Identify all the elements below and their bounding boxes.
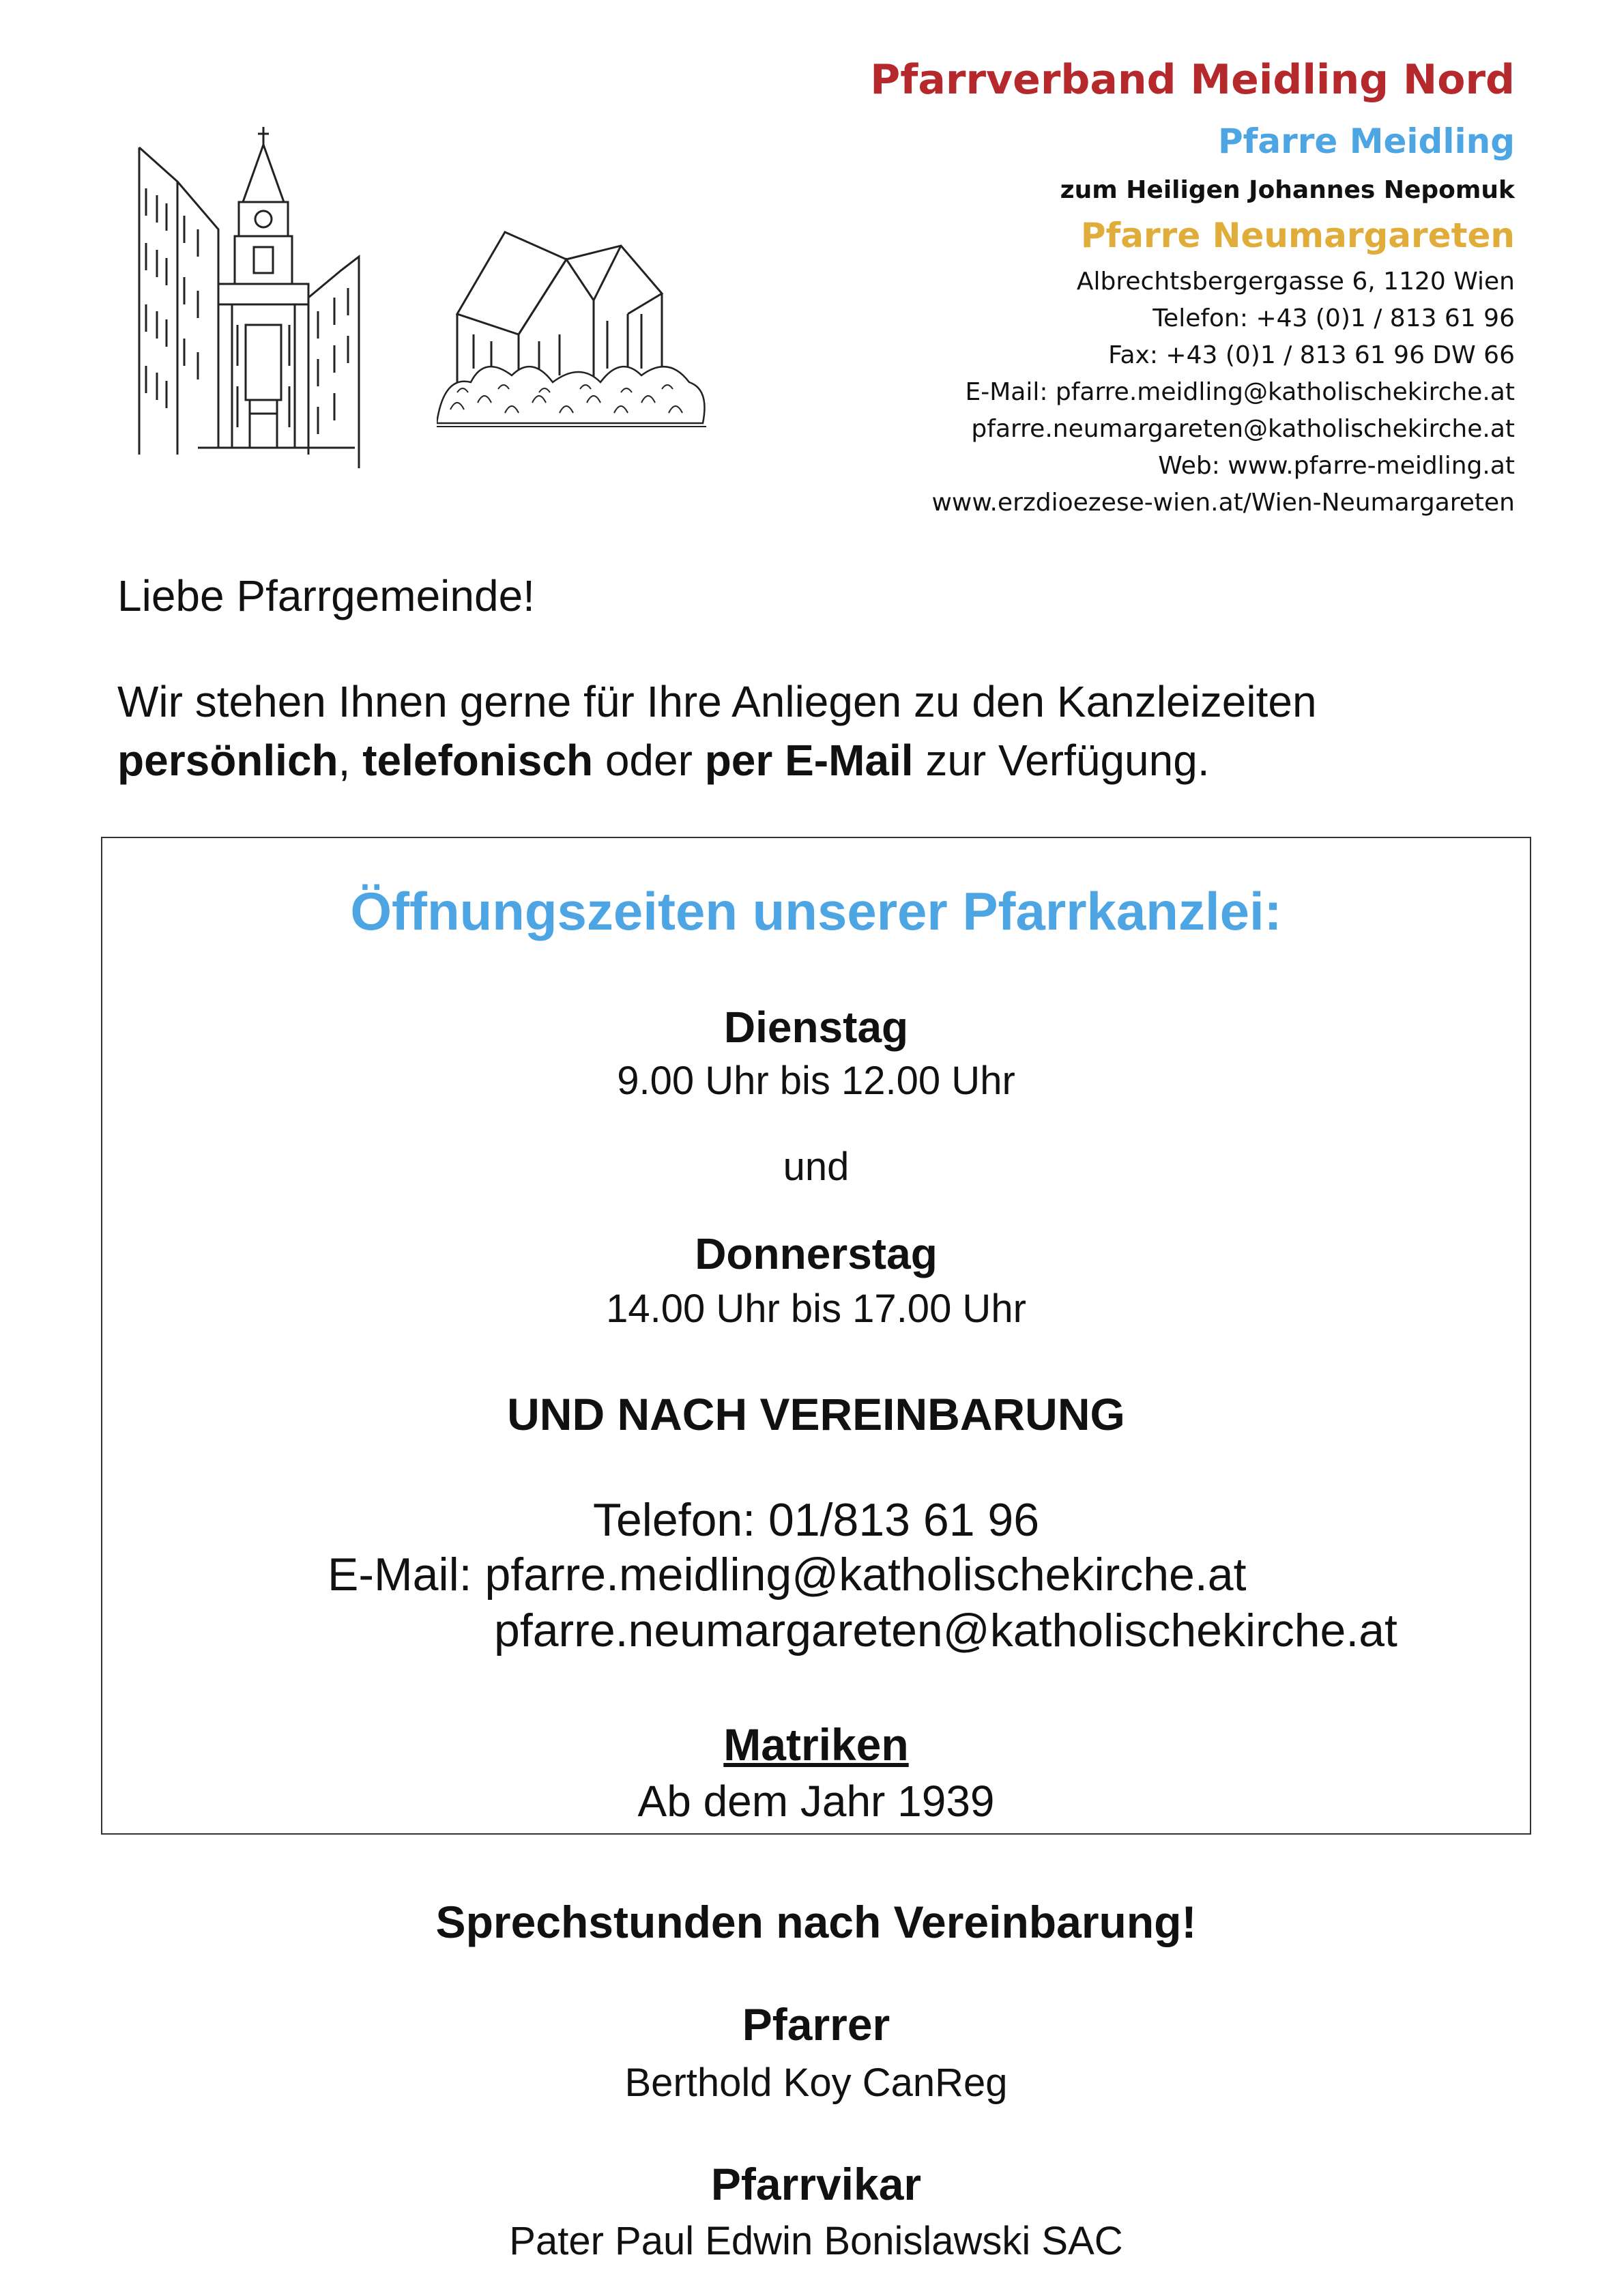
header-phone: Telefon: +43 (0)1 / 813 61 96 — [1152, 304, 1515, 332]
day-tuesday: Dienstag — [723, 1003, 909, 1052]
office-hours-title: Öffnungszeiten unserer Pfarrkanzlei: — [350, 881, 1282, 941]
and-text: und — [783, 1145, 850, 1189]
header-web-meidling: Web: www.pfarre-meidling.at — [1158, 452, 1515, 480]
parish-neumargareten: Pfarre Neumargareten — [1080, 216, 1515, 255]
name-pastor: Berthold Koy CanReg — [624, 2061, 1008, 2105]
parish-meidling: Pfarre Meidling — [1217, 121, 1515, 161]
church-neumargareten-drawing — [437, 218, 710, 437]
time-thursday: 14.00 Uhr bis 17.00 Uhr — [606, 1287, 1026, 1331]
intro-by-email: per E-Mail — [704, 736, 914, 785]
box-email-row — [328, 1548, 1246, 1601]
header-email-neumargareten: pfarre.neumargareten@katholischekirche.at — [971, 415, 1515, 443]
intro-paragraph — [117, 672, 1537, 790]
matriken-value: Ab dem Jahr 1939 — [637, 1777, 995, 1826]
time-tuesday: 9.00 Uhr bis 12.00 Uhr — [617, 1059, 1015, 1103]
box-email-meidling[interactable]: pfarre.meidling@katholischekirche.at — [484, 1549, 1247, 1601]
church-meidling-drawing — [136, 127, 362, 468]
parish-meidling-patron: zum Heiligen Johannes Nepomuk — [1060, 176, 1515, 204]
office-hours-box — [101, 837, 1531, 1835]
by-appointment: UND NACH VEREINBARUNG — [507, 1389, 1125, 1439]
intro-or: oder — [593, 736, 705, 785]
header-fax: Fax: +43 (0)1 / 813 61 96 DW 66 — [1108, 341, 1515, 369]
org-name: Pfarrverband Meidling Nord — [870, 56, 1515, 104]
box-phone: Telefon: 01/813 61 96 — [592, 1494, 1040, 1546]
name-vicar: Pater Paul Edwin Bonislawski SAC — [509, 2219, 1123, 2263]
role-pastor: Pfarrer — [742, 1999, 890, 2050]
role-vicar: Pfarrvikar — [710, 2159, 922, 2209]
intro-sep: , — [338, 736, 363, 785]
intro-by-phone: telefonisch — [362, 736, 594, 785]
consultation-heading: Sprechstunden nach Vereinbarung! — [435, 1897, 1197, 1947]
matriken-heading: Matriken — [723, 1719, 909, 1770]
box-email-neumargareten[interactable]: pfarre.neumargareten@katholischekirche.at — [494, 1605, 1397, 1656]
header-email-meidling: E-Mail: pfarre.meidling@katholischekirche.at — [965, 378, 1515, 406]
header-address: Albrechtsbergergasse 6, 1120 Wien — [1076, 268, 1515, 296]
day-thursday: Donnerstag — [695, 1229, 938, 1278]
greeting: Liebe Pfarrgemeinde! — [117, 571, 535, 620]
header-web-neumargareten: www.erzdioezese-wien.at/Wien-Neumargareten — [931, 489, 1515, 517]
intro-end: zur Verfügung. — [913, 736, 1210, 785]
intro-in-person: persönlich — [117, 736, 338, 785]
box-email-label: E-Mail: — [328, 1549, 485, 1601]
intro-line1: Wir stehen Ihnen gerne für Ihre Anliegen zu den Kanzleizeiten — [117, 677, 1317, 726]
